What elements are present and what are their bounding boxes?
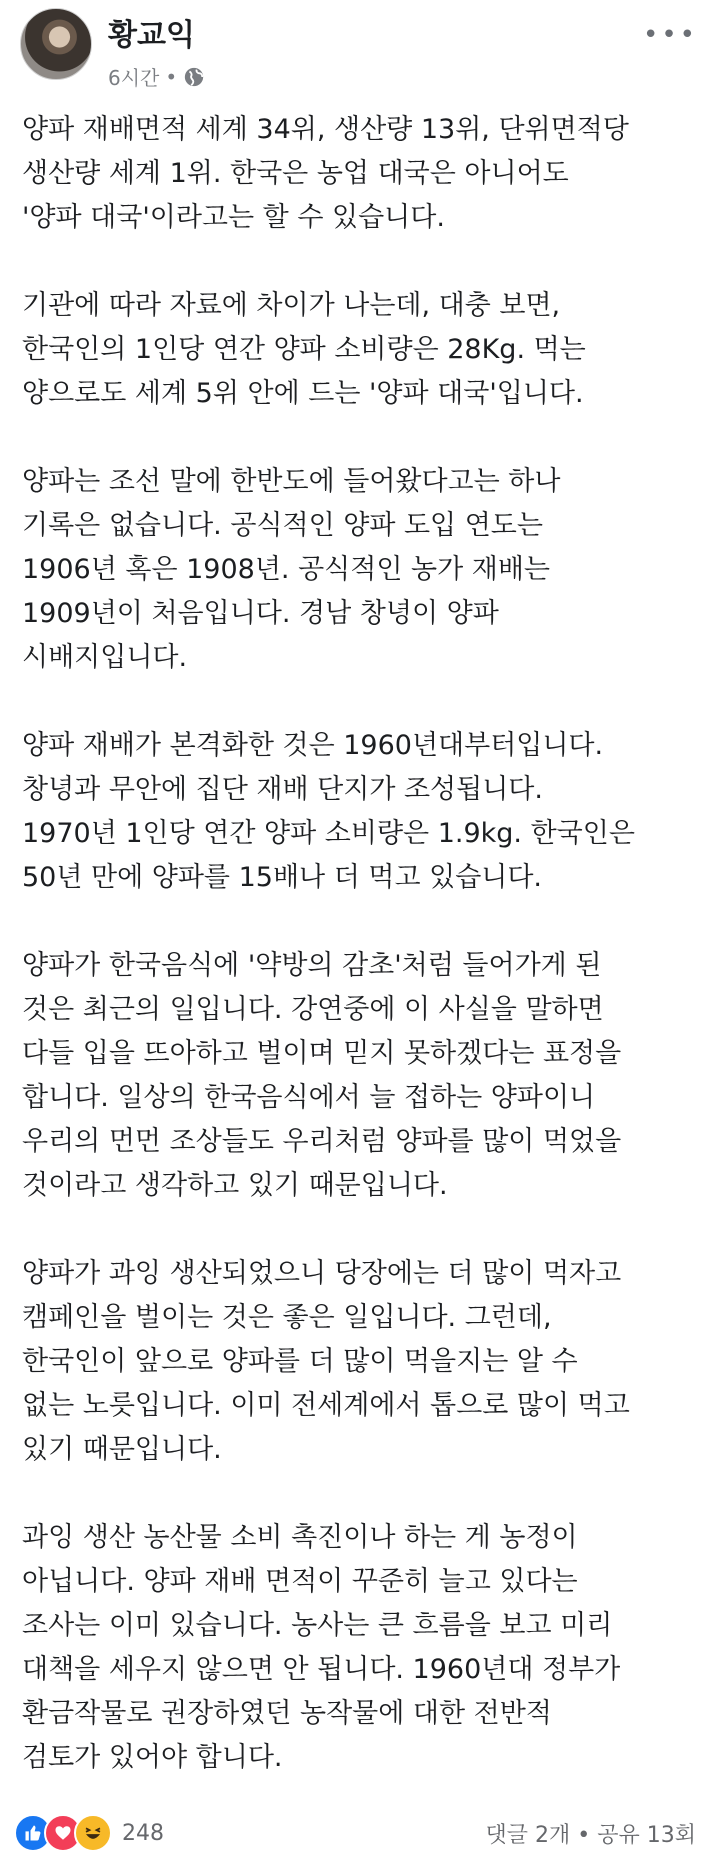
post-paragraph: 양파 재배면적 세계 34위, 생산량 13위, 단위면적당 생산량 세계 1위. 한국은 농업 대국은 아니어도 '양파 대국'이라고는 할 수 있습니다. [22,114,629,233]
stats-separator: • [577,1823,591,1848]
post-body [22,108,702,1824]
reactions-summary[interactable] [14,1814,164,1852]
more-dots-icon[interactable]: ••• [642,20,698,50]
shares-count[interactable]: 공유 13회 [597,1823,696,1848]
post-paragraph: 기관에 따라 자료에 차이가 나는데, 대충 보면, 한국인의 1인당 연간 양파 소비량은 28Kg. 먹는 양으로도 세계 5위 안에 드는 '양파 대국'입니다. [22,290,586,409]
post-stats [486,1818,696,1849]
post-time[interactable]: 6시간 [108,66,160,90]
post-paragraph: 양파는 조선 말에 한반도에 들어왔다고는 하나 기록은 없습니다. 공식적인 양파 도입 연도는 1906년 혹은 1908년. 공식적인 농가 재배는 1909년이 처음입니다. 경남 창녕이 양파 시배지입니다. [22,466,561,673]
post-paragraph: 양파가 과잉 생산되었으니 당장에는 더 많이 먹자고 캠페인을 벌이는 것은 좋은 일입니다. 그런데, 한국인이 앞으로 양파를 더 많이 먹을지는 알 수 없는 노릇입니다. 이미 전세계에서 톱으로 많이 먹고 있기 때문입니다. [22,1258,630,1465]
comments-count[interactable]: 댓글 2개 [485,1823,571,1848]
haha-icon [74,1814,112,1852]
post-footer [0,1810,720,1860]
post-paragraph: 과잉 생산 농산물 소비 촉진이나 하는 게 농정이 아닙니다. 양파 재배 면적이 꾸준히 늘고 있다는 조사는 이미 있습니다. 농사는 큰 흐름을 보고 미리 대책을 세우지 않으면 안 됩니다. 1960년대 정부가 환금작물로 권장하였던 농작물에 대한 전반적 검토가 있어야 합니다. [22,1522,621,1773]
avatar[interactable] [20,8,92,80]
author-name[interactable]: 황교익 [108,18,195,53]
post-header [0,0,720,110]
post-meta [108,62,205,91]
meta-separator: • [165,64,178,89]
post-paragraph: 양파 재배가 본격화한 것은 1960년대부터입니다. 창녕과 무안에 집단 재배 단지가 조성됩니다. 1970년 1인당 연간 양파 소비량은 1.9kg. 한국인은 50년 만에 양파를 15배나 더 먹고 있습니다. [22,730,635,893]
reaction-count: 248 [122,1820,164,1846]
globe-icon[interactable] [183,66,205,88]
post-paragraph: 양파가 한국음식에 '약방의 감초'처럼 들어가게 된 것은 최근의 일입니다. 강연중에 이 사실을 말하면 다들 입을 뜨아하고 벌이며 믿지 못하겠다는 표정을 합니다. 일상의 한국음식에서 늘 접하는 양파이니 우리의 먼먼 조상들도 우리처럼 양파를 많이 먹었을 것이라고 생각하고 있기 때문입니다. [22,950,622,1201]
